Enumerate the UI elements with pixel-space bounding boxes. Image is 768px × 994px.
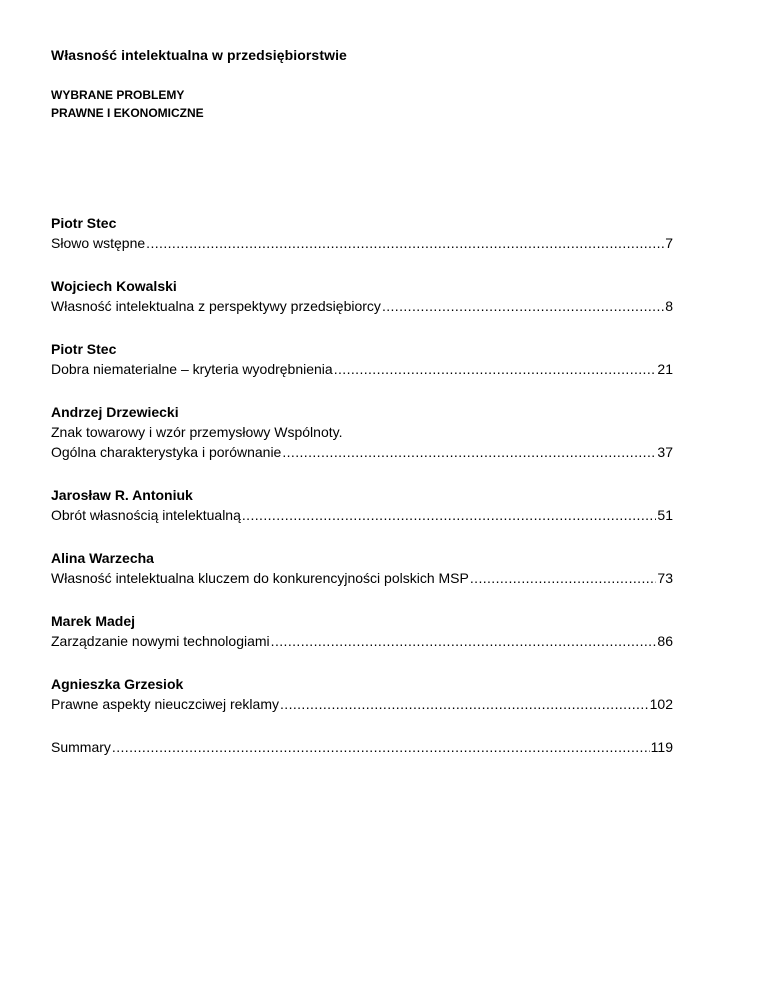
toc-title: Słowo wstępne — [51, 235, 146, 251]
subtitle-line: WYBRANE PROBLEMY — [51, 88, 185, 102]
toc-entry — [51, 611, 673, 651]
toc-page-number: 8 — [665, 298, 673, 314]
toc-page-number: 21 — [657, 361, 673, 377]
table-of-contents — [51, 213, 673, 780]
toc-title: Ogólna charakterystyka i porównanie — [51, 444, 282, 460]
toc-entry — [51, 276, 673, 316]
dot-leader — [271, 631, 657, 651]
toc-title-line — [51, 359, 673, 379]
toc-author: Wojciech Kowalski — [51, 278, 177, 294]
toc-page-number: 7 — [665, 235, 673, 251]
toc-title-line — [51, 233, 673, 253]
toc-title-line — [51, 631, 673, 651]
dot-leader — [470, 568, 657, 588]
toc-title: Prawne aspekty nieuczciwej reklamy — [51, 696, 279, 712]
toc-title-line — [51, 568, 673, 588]
dot-leader — [242, 505, 657, 525]
toc-page-number: 51 — [657, 507, 673, 523]
toc-author: Piotr Stec — [51, 215, 117, 231]
dot-leader — [112, 737, 650, 757]
toc-title: Własność intelektualna z perspektywy przedsiębiorcy — [51, 298, 381, 314]
toc-author: Agnieszka Grzesiok — [51, 676, 184, 692]
toc-page-number: 86 — [657, 633, 673, 649]
toc-page-number: 119 — [650, 739, 673, 755]
toc-page-number: 102 — [649, 696, 673, 712]
toc-summary-entry — [51, 737, 673, 757]
toc-title: Dobra niematerialne – kryteria wyodrębnienia — [51, 361, 333, 377]
document-page — [51, 0, 676, 994]
toc-entry — [51, 213, 673, 253]
toc-author: Andrzej Drzewiecki — [51, 404, 179, 420]
dot-leader — [382, 296, 664, 316]
toc-author: Piotr Stec — [51, 341, 117, 357]
dot-leader — [280, 694, 649, 714]
toc-entry — [51, 548, 673, 588]
toc-title-line — [51, 694, 673, 714]
toc-entry — [51, 674, 673, 714]
dot-leader — [282, 442, 656, 462]
toc-title-line — [51, 737, 673, 757]
toc-title: Obrót własnością intelektualną — [51, 507, 241, 523]
toc-entry — [51, 485, 673, 525]
toc-author: Marek Madej — [51, 613, 136, 629]
toc-title-line — [51, 296, 673, 316]
subtitle-line: PRAWNE I EKONOMICZNE — [51, 106, 204, 120]
book-subtitle — [51, 86, 204, 122]
toc-author: Jarosław R. Antoniuk — [51, 487, 193, 503]
toc-entry — [51, 402, 673, 462]
toc-title: Zarządzanie nowymi technologiami — [51, 633, 270, 649]
toc-title: Summary — [51, 739, 111, 755]
book-title: Własność intelektualna w przedsiębiorstwie — [51, 47, 347, 63]
toc-title-line — [51, 505, 673, 525]
toc-title: Własność intelektualna kluczem do konkurencyjności polskich MSP — [51, 570, 469, 586]
toc-page-number: 37 — [657, 444, 673, 460]
toc-author: Alina Warzecha — [51, 550, 154, 566]
toc-entry — [51, 339, 673, 379]
dot-leader — [334, 359, 657, 379]
toc-title-line — [51, 442, 673, 462]
dot-leader — [146, 233, 664, 253]
toc-title-first-line: Znak towarowy i wzór przemysłowy Wspólnoty. — [51, 424, 343, 440]
toc-page-number: 73 — [657, 570, 673, 586]
